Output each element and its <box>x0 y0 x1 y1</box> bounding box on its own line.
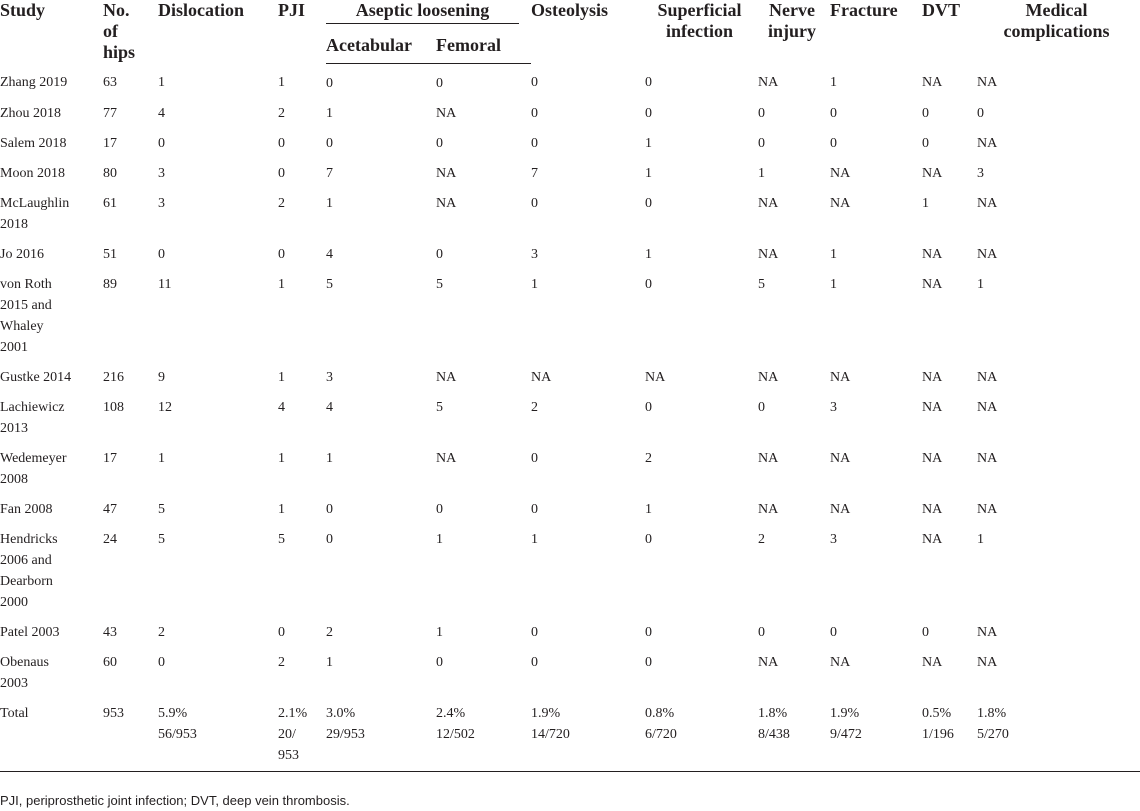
cell-osteolysis: 1 <box>531 531 539 547</box>
cell-fracture: NA <box>830 165 851 181</box>
cell-femoral: NA <box>436 165 457 181</box>
cell-acetabular: 7 <box>326 165 333 181</box>
cell-osteolysis: 1 <box>531 276 539 292</box>
cell-pji: 4 <box>278 399 285 415</box>
cell-nerve: 0 <box>758 135 766 151</box>
cell-medical: NA <box>977 246 998 262</box>
cell-femoral: 5 <box>436 399 443 415</box>
cell-fracture: NA <box>830 501 851 517</box>
cell-hips: 43 <box>103 624 117 640</box>
cell-femoral: 2.4% 12/502 <box>436 695 531 772</box>
cell-nerve: NA <box>758 654 779 670</box>
cell-dvt: NA <box>922 501 943 517</box>
table-row <box>0 521 1140 614</box>
cell-osteolysis: NA <box>531 369 552 385</box>
cell-superficial: 0 <box>645 531 653 547</box>
cell-osteolysis: 1.9% 14/720 <box>531 695 645 772</box>
cell-nerve: NA <box>758 450 779 466</box>
cell-study: Hendricks 2006 and Dearborn 2000 <box>0 531 58 610</box>
cell-hips: 51 <box>103 246 117 262</box>
cell-hips: 17 <box>103 135 117 151</box>
cell-study: Obenaus 2003 <box>0 654 49 691</box>
table-header <box>0 0 1140 63</box>
cell-nerve: 1 <box>758 165 766 181</box>
cell-medical: NA <box>977 369 998 385</box>
cell-fracture: NA <box>830 195 851 211</box>
cell-femoral: 0 <box>436 135 443 151</box>
cell-medical: NA <box>977 501 998 517</box>
cell-acetabular: 2 <box>326 624 333 640</box>
cell-pji: 1 <box>278 450 285 466</box>
cell-pji: 1 <box>278 276 285 292</box>
cell-study: Gustke 2014 <box>0 369 72 385</box>
cell-dislocation: 0 <box>158 135 165 151</box>
table-body <box>0 63 1140 771</box>
cell-study: McLaughlin 2018 <box>0 195 70 232</box>
header-hips: No. of hips <box>103 0 136 62</box>
cell-nerve: NA <box>758 501 779 517</box>
cell-dvt: 0 <box>922 105 930 121</box>
cell-dislocation: 9 <box>158 369 165 385</box>
cell-pji: 2.1% 20/ 953 <box>278 695 326 772</box>
cell-hips: 108 <box>103 399 124 415</box>
cell-study: Moon 2018 <box>0 165 65 181</box>
cell-superficial: 0 <box>645 399 653 415</box>
table-row <box>0 95 1140 125</box>
cell-osteolysis: 0 <box>531 624 539 640</box>
header-aseptic-loosening-label: Aseptic loosening <box>326 0 519 24</box>
cell-nerve: NA <box>758 246 779 262</box>
cell-femoral: NA <box>436 105 457 121</box>
cell-pji: 2 <box>278 195 285 211</box>
cell-study: Jo 2016 <box>0 246 44 262</box>
header-aseptic-loosening <box>326 0 531 31</box>
cell-nerve: 1.8% 8/438 <box>758 695 830 772</box>
cell-pji: 1 <box>278 501 285 517</box>
cell-acetabular: 0 <box>326 75 333 91</box>
table-row <box>0 491 1140 521</box>
cell-medical: NA <box>977 195 998 211</box>
cell-dislocation: 3 <box>158 165 165 181</box>
cell-study: Zhou 2018 <box>0 105 62 121</box>
header-study: Study <box>0 0 46 20</box>
cell-fracture: 1 <box>830 246 838 262</box>
cell-acetabular: 3.0% 29/953 <box>326 695 436 772</box>
cell-acetabular: 0 <box>326 531 333 547</box>
cell-superficial: 1 <box>645 246 653 262</box>
cell-hips: 89 <box>103 276 117 292</box>
cell-dvt: NA <box>922 654 943 670</box>
header-pji: PJI <box>278 0 305 20</box>
cell-acetabular: 0 <box>326 501 333 517</box>
cell-dislocation: 0 <box>158 654 165 670</box>
cell-pji: 1 <box>278 75 285 90</box>
header-acetabular: Acetabular <box>326 31 436 63</box>
cell-femoral: 1 <box>436 624 443 640</box>
cell-femoral: NA <box>436 369 457 385</box>
cell-medical: 1 <box>977 276 985 292</box>
cell-dvt: 0 <box>922 624 930 640</box>
cell-acetabular: 1 <box>326 105 333 121</box>
cell-study: Salem 2018 <box>0 135 67 151</box>
cell-fracture: 0 <box>830 105 838 121</box>
cell-pji: 5 <box>278 531 285 547</box>
cell-dislocation: 12 <box>158 399 172 415</box>
cell-osteolysis: 0 <box>531 450 539 466</box>
cell-dvt: NA <box>922 399 943 415</box>
cell-dvt: 0 <box>922 135 930 151</box>
cell-fracture: 0 <box>830 135 838 151</box>
cell-femoral: 0 <box>436 246 443 262</box>
cell-hips: 47 <box>103 501 117 517</box>
cell-fracture: NA <box>830 369 851 385</box>
cell-dvt: NA <box>922 276 943 292</box>
cell-hips: 216 <box>103 369 124 385</box>
cell-femoral: 0 <box>436 501 443 517</box>
cell-osteolysis: 2 <box>531 399 539 415</box>
table-row <box>0 389 1140 440</box>
cell-acetabular: 3 <box>326 369 333 385</box>
cell-superficial: 0 <box>645 654 653 670</box>
cell-nerve: NA <box>758 75 779 90</box>
cell-femoral: 5 <box>436 276 443 292</box>
cell-hips: 61 <box>103 195 117 211</box>
cell-medical: 3 <box>977 165 985 181</box>
cell-acetabular: 4 <box>326 246 333 262</box>
cell-dislocation: 5 <box>158 501 165 517</box>
cell-study: von Roth 2015 and Whaley 2001 <box>0 276 52 355</box>
cell-osteolysis: 0 <box>531 195 539 211</box>
cell-hips: 24 <box>103 531 117 547</box>
cell-femoral: 0 <box>436 75 443 91</box>
table-row <box>0 185 1140 236</box>
cell-osteolysis: 0 <box>531 654 539 670</box>
header-fracture: Fracture <box>830 0 898 20</box>
cell-femoral: NA <box>436 195 457 211</box>
cell-acetabular: 1 <box>326 195 333 211</box>
cell-hips: 17 <box>103 450 117 466</box>
cell-osteolysis: 0 <box>531 105 539 121</box>
cell-pji: 2 <box>278 105 285 121</box>
cell-study: Lachiewicz 2013 <box>0 399 65 436</box>
cell-osteolysis: 0 <box>531 135 539 151</box>
cell-superficial: 0.8% 6/720 <box>645 695 758 772</box>
cell-pji: 0 <box>278 246 285 262</box>
cell-study: Fan 2008 <box>0 501 53 517</box>
cell-dvt: NA <box>922 369 943 385</box>
header-dvt: DVT <box>922 0 961 20</box>
cell-nerve: 5 <box>758 276 766 292</box>
cell-fracture: 0 <box>830 624 838 640</box>
cell-medical: NA <box>977 399 998 415</box>
cell-nerve: NA <box>758 369 779 385</box>
table-row <box>0 155 1140 185</box>
cell-medical: NA <box>977 654 998 670</box>
cell-superficial: 1 <box>645 165 653 181</box>
table-footnote: PJI, periprosthetic joint infection; DVT, deep vein thrombosis. <box>0 793 350 808</box>
table-row <box>0 440 1140 491</box>
cell-superficial: 1 <box>645 135 653 151</box>
table-row <box>0 236 1140 266</box>
cell-dvt: NA <box>922 165 943 181</box>
cell-dvt: NA <box>922 450 943 466</box>
header-medical-complications: Medical complications <box>1003 0 1110 41</box>
cell-nerve: 0 <box>758 399 766 415</box>
cell-pji: 2 <box>278 654 285 670</box>
cell-acetabular: 1 <box>326 450 333 466</box>
cell-dislocation: 5 <box>158 531 165 547</box>
cell-dvt: NA <box>922 531 943 547</box>
cell-dvt: NA <box>922 75 943 90</box>
cell-dislocation: 1 <box>158 75 165 90</box>
cell-medical: 1.8% 5/270 <box>977 695 1140 772</box>
cell-superficial: 1 <box>645 501 653 517</box>
cell-nerve: 2 <box>758 531 766 547</box>
cell-pji: 1 <box>278 369 285 385</box>
cell-study: Wedemeyer 2008 <box>0 450 67 487</box>
cell-superficial: 0 <box>645 105 653 121</box>
cell-superficial: 0 <box>645 276 653 292</box>
cell-fracture: 1 <box>830 75 838 90</box>
cell-acetabular: 0 <box>326 135 333 151</box>
cell-fracture: NA <box>830 654 851 670</box>
header-superficial-infection: Superficial infection <box>657 0 742 41</box>
cell-superficial: NA <box>645 369 666 385</box>
header-dislocation: Dislocation <box>158 0 245 20</box>
cell-superficial: 2 <box>645 450 653 466</box>
cell-medical: NA <box>977 450 998 466</box>
cell-study: Total <box>0 695 103 772</box>
cell-acetabular: 4 <box>326 399 333 415</box>
table-row <box>0 614 1140 644</box>
cell-femoral: 1 <box>436 531 443 547</box>
cell-dislocation: 2 <box>158 624 165 640</box>
cell-nerve: 0 <box>758 624 766 640</box>
cell-fracture: 1.9% 9/472 <box>830 695 922 772</box>
cell-osteolysis: 3 <box>531 246 539 262</box>
cell-pji: 0 <box>278 624 285 640</box>
cell-hips: 60 <box>103 654 117 670</box>
cell-dislocation: 1 <box>158 450 165 466</box>
total-row <box>0 695 1140 772</box>
table-row <box>0 125 1140 155</box>
header-nerve-injury: Nerve injury <box>768 0 817 41</box>
cell-medical: 0 <box>977 105 985 121</box>
table-row <box>0 359 1140 389</box>
cell-fracture: 3 <box>830 399 838 415</box>
cell-hips: 77 <box>103 105 117 121</box>
cell-dislocation: 0 <box>158 246 165 262</box>
cell-dislocation: 5.9% 56/953 <box>158 695 278 772</box>
header-femoral: Femoral <box>436 31 531 63</box>
cell-medical: 1 <box>977 531 985 547</box>
cell-medical: NA <box>977 135 998 151</box>
table-row <box>0 266 1140 359</box>
cell-study: Patel 2003 <box>0 624 60 640</box>
cell-fracture: 1 <box>830 276 838 292</box>
cell-medical: NA <box>977 624 998 640</box>
cell-hips: 63 <box>103 75 117 90</box>
cell-nerve: 0 <box>758 105 766 121</box>
cell-dvt: 1 <box>922 195 930 211</box>
cell-dislocation: 3 <box>158 195 165 211</box>
cell-dvt: 0.5% 1/196 <box>922 695 977 772</box>
cell-fracture: 3 <box>830 531 838 547</box>
cell-dvt: NA <box>922 246 943 262</box>
cell-osteolysis: 7 <box>531 165 539 181</box>
cell-hips: 953 <box>103 695 158 772</box>
cell-study: Zhang 2019 <box>0 75 68 90</box>
cell-femoral: 0 <box>436 654 443 670</box>
cell-medical: NA <box>977 75 998 90</box>
cell-femoral: NA <box>436 450 457 466</box>
cell-osteolysis: 0 <box>531 501 539 517</box>
cell-nerve: NA <box>758 195 779 211</box>
cell-pji: 0 <box>278 135 285 151</box>
cell-dislocation: 11 <box>158 276 172 292</box>
cell-acetabular: 1 <box>326 654 333 670</box>
table-row <box>0 63 1140 95</box>
cell-dislocation: 4 <box>158 105 165 121</box>
cell-acetabular: 5 <box>326 276 333 292</box>
cell-osteolysis: 0 <box>531 75 539 90</box>
cell-superficial: 0 <box>645 75 653 90</box>
cell-superficial: 0 <box>645 624 653 640</box>
cell-hips: 80 <box>103 165 117 181</box>
header-osteolysis: Osteolysis <box>531 0 609 20</box>
cell-superficial: 0 <box>645 195 653 211</box>
table-row <box>0 644 1140 695</box>
cell-fracture: NA <box>830 450 851 466</box>
cell-pji: 0 <box>278 165 285 181</box>
